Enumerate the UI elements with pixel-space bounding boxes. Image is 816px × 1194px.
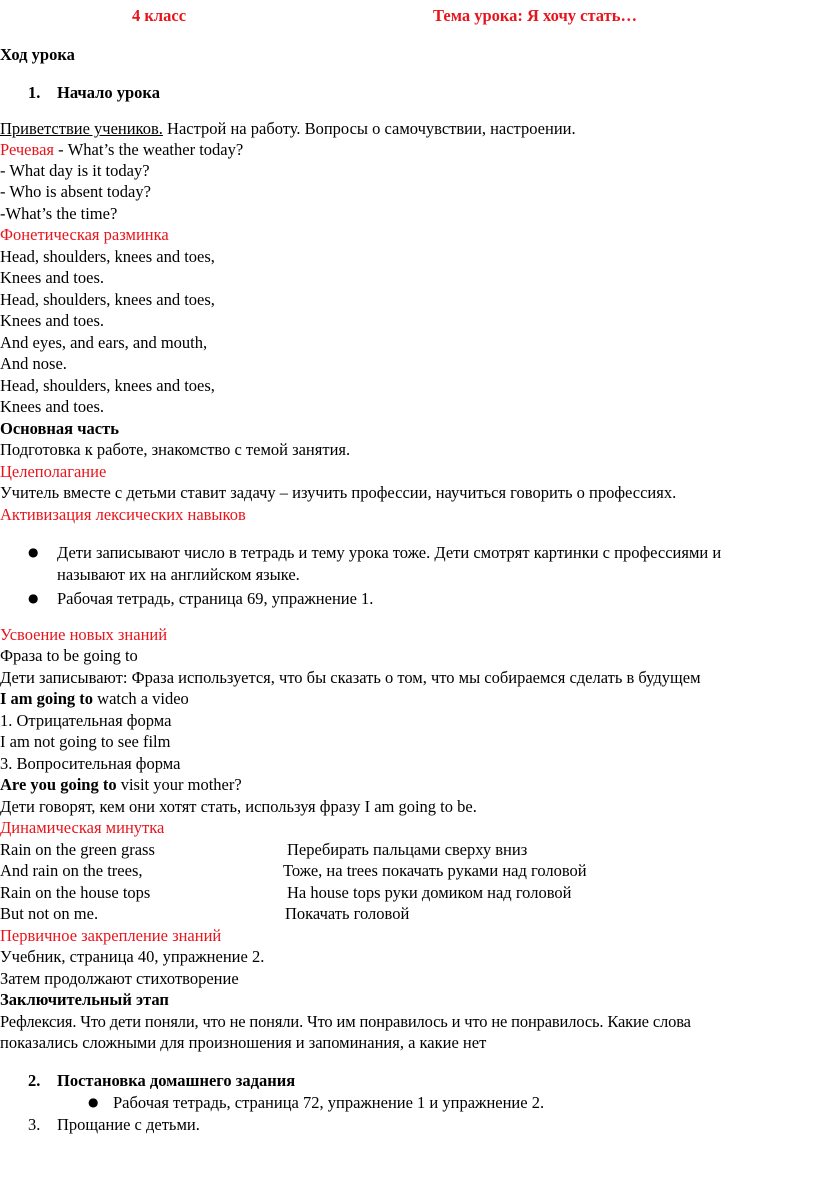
phrase-bold: Are you going to <box>0 775 117 794</box>
poem-line: And rain on the trees, <box>0 861 143 880</box>
new-knowledge-line: Фраза to be going to <box>0 646 138 665</box>
goal-label: Целеполагание <box>0 462 107 481</box>
activation-bullet-1: Дети записывают число в тетрадь и тему урока тоже. Дети смотрят картинки с профессиями и <box>57 543 722 562</box>
section-2-number: 2. <box>28 1071 41 1090</box>
rhyme-line: Knees and toes. <box>0 268 105 287</box>
goal-text: Учитель вместе с детьми ставит задачу – изучить профессии, научиться говорить о профессиях. <box>0 483 677 502</box>
reflection-line: Рефлексия. Что дети поняли, что не поняли. Что им понравилось и что не понравилось. Какие слова <box>0 1012 691 1031</box>
lesson-progress-title: Ход урока <box>0 45 75 64</box>
rhyme-line: And nose. <box>0 354 67 373</box>
poem-action: Покачать головой <box>285 904 410 923</box>
consolidation-label: Первичное закрепление знаний <box>0 926 222 945</box>
activation-bullet-2: Рабочая тетрадь, страница 69, упражнение 1. <box>57 589 374 608</box>
activation-bullet-1-cont: называют их на английском языке. <box>57 565 300 584</box>
final-stage-title: Заключительный этап <box>0 990 169 1009</box>
poem-line: But not on me. <box>0 904 99 923</box>
poem-line: Rain on the green grass <box>0 840 155 859</box>
dynamic-label: Динамическая минутка <box>0 818 165 837</box>
poem-action: Перебирать пальцами сверху вниз <box>287 840 528 859</box>
poem-line: Rain on the house tops <box>0 883 151 902</box>
greeting-underlined: Приветствие учеников. <box>0 119 163 138</box>
section-1-title: Начало урока <box>57 83 160 102</box>
phrase-bold: I am going to <box>0 689 94 708</box>
new-knowledge-line: I am not going to see film <box>0 732 171 751</box>
bullet-dot-icon: ● <box>28 591 39 605</box>
new-knowledge-example <box>0 774 242 795</box>
rhyme-line: Head, shoulders, knees and toes, <box>0 376 215 395</box>
phonetic-label: Фонетическая разминка <box>0 225 169 244</box>
rhyme-line: Head, shoulders, knees and toes, <box>0 247 215 266</box>
phrase-rest: watch a video <box>93 689 189 708</box>
new-knowledge-line: 3. Вопросительная форма <box>0 754 181 773</box>
section-2-title: Постановка домашнего задания <box>57 1071 296 1090</box>
speech-question: - What day is it today? <box>0 161 150 180</box>
section-1-number: 1. <box>28 83 41 102</box>
consolidation-line: Учебник, страница 40, упражнение 2. <box>0 947 265 966</box>
new-knowledge-line: Дети записывают: Фраза используется, что бы сказать о том, что мы собираемся сделать в будущем <box>0 668 701 687</box>
speech-label: Речевая <box>0 140 54 159</box>
homework-bullet: Рабочая тетрадь, страница 72, упражнение 1 и упражнение 2. <box>113 1093 545 1112</box>
section-3-title: Прощание с детьми. <box>57 1115 200 1134</box>
poem-action: На house tops руки домиком над головой <box>287 883 572 902</box>
reflection-line: показались сложными для произношения и запоминания, а какие нет <box>0 1033 487 1052</box>
bullet-dot-icon: ● <box>28 545 39 559</box>
rhyme-line: Knees and toes. <box>0 397 105 416</box>
speech-question: -What’s the time? <box>0 204 118 223</box>
lesson-topic: Тема урока: Я хочу стать… <box>433 6 637 25</box>
rhyme-line: Head, shoulders, knees and toes, <box>0 290 215 309</box>
rhyme-line: Knees and toes. <box>0 311 105 330</box>
section-3-number: 3. <box>28 1115 41 1134</box>
speech-question: - Who is absent today? <box>0 182 151 201</box>
rhyme-line: And eyes, and ears, and mouth, <box>0 333 208 352</box>
greeting-rest: Настрой на работу. Вопросы о самочувствии, настроении. <box>162 119 576 138</box>
activation-label: Активизация лексических навыков <box>0 505 246 524</box>
main-part-title: Основная часть <box>0 419 119 438</box>
grade-label: 4 класс <box>132 6 187 25</box>
bullet-dot-icon: ● <box>88 1095 99 1109</box>
consolidation-line: Затем продолжают стихотворение <box>0 969 239 988</box>
poem-action: Тоже, на trees покачать руками над головой <box>283 861 587 880</box>
speech-first-question: - What’s the weather today? <box>53 140 244 159</box>
new-knowledge-line: 1. Отрицательная форма <box>0 711 172 730</box>
main-part-text: Подготовка к работе, знакомство с темой занятия. <box>0 440 351 459</box>
greeting-line <box>0 118 576 139</box>
new-knowledge-label: Усвоение новых знаний <box>0 625 168 644</box>
speech-line <box>0 139 243 160</box>
new-knowledge-example <box>0 688 189 709</box>
new-knowledge-line: Дети говорят, кем они хотят стать, используя фразу I am going to be. <box>0 797 477 816</box>
phrase-rest: visit your mother? <box>116 775 242 794</box>
